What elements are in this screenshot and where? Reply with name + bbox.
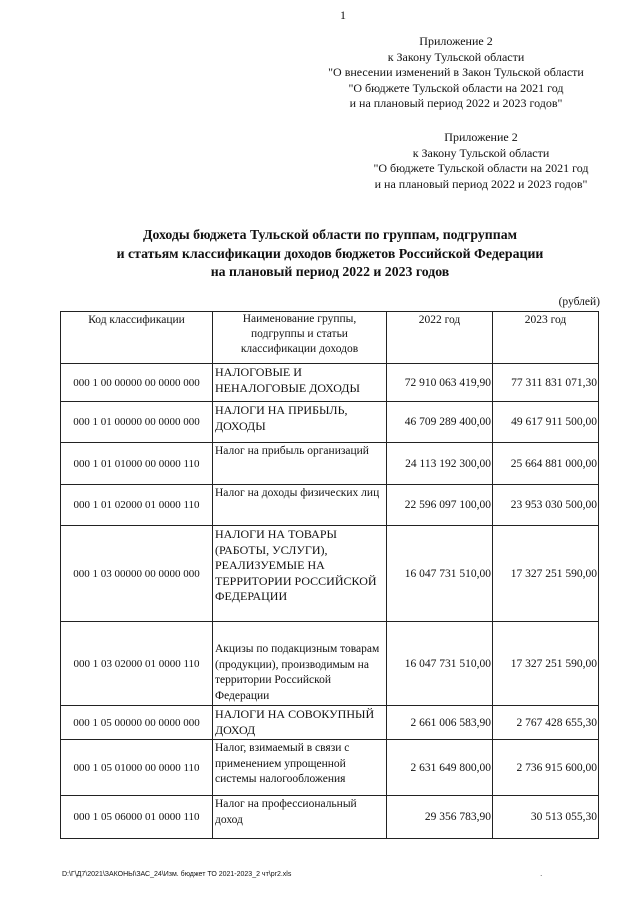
row-name: Налог на доходы физических лиц xyxy=(213,485,387,526)
appendix-line: и на плановый период 2022 и 2023 годов" xyxy=(374,176,588,191)
row-2023: 49 617 911 500,00 xyxy=(493,402,599,443)
row-code: 000 1 05 01000 00 0000 110 xyxy=(61,740,213,796)
row-name: НАЛОГИ НА ТОВАРЫ (РАБОТЫ, УСЛУГИ), РЕАЛИЗУЕМЫЕ НА ТЕРРИТОРИИ РОССИЙСКОЙ ФЕДЕРАЦИИ xyxy=(213,526,387,622)
table-row xyxy=(61,443,599,485)
row-2022: 2 661 006 583,90 xyxy=(387,706,493,740)
table-row xyxy=(61,364,599,402)
row-name: Акцизы по подакцизным товарам (продукции), производимым на территории Российской Федерации xyxy=(213,622,387,706)
row-name: Налог на профессиональный доход xyxy=(213,796,387,839)
row-2022: 72 910 063 419,90 xyxy=(387,364,493,402)
row-code: 000 1 01 00000 00 0000 000 xyxy=(61,402,213,443)
appendix-line: "О внесении изменений в Закон Тульской области xyxy=(328,65,584,79)
table-row xyxy=(61,485,599,526)
document-title xyxy=(60,226,600,282)
table-row xyxy=(61,402,599,443)
scan-dot: · xyxy=(540,872,543,880)
row-2022: 16 047 731 510,00 xyxy=(387,622,493,706)
row-code: 000 1 00 00000 00 0000 000 xyxy=(61,364,213,402)
revenue-table xyxy=(60,311,599,839)
row-name: НАЛОГИ НА СОВОКУПНЫЙ ДОХОД xyxy=(213,706,387,740)
header-name: Наименование группы, подгруппы и статьи классификации доходов xyxy=(213,312,387,364)
row-2022: 24 113 192 300,00 xyxy=(387,443,493,485)
row-code: 000 1 03 02000 01 0000 110 xyxy=(61,622,213,706)
row-code: 000 1 05 06000 01 0000 110 xyxy=(61,796,213,839)
row-code: 000 1 05 00000 00 0000 000 xyxy=(61,706,213,740)
table-row xyxy=(61,796,599,839)
row-2023: 25 664 881 000,00 xyxy=(493,443,599,485)
file-path-footer: D:\Г\Д7\2021\ЗАКОНЫ\ЗАС_24\Изм. бюджет ТО 2021-2023_2 чт\pr2.xls xyxy=(62,871,292,878)
table-row xyxy=(61,740,599,796)
row-2022: 22 596 097 100,00 xyxy=(387,485,493,526)
row-2022: 16 047 731 510,00 xyxy=(387,526,493,622)
page-number: 1 xyxy=(340,8,346,22)
appendix-header xyxy=(306,34,606,112)
row-2023: 77 311 831 071,30 xyxy=(493,364,599,402)
row-2022: 46 709 289 400,00 xyxy=(387,402,493,443)
row-2023: 2 767 428 655,30 xyxy=(493,706,599,740)
row-2022: 29 356 783,90 xyxy=(387,796,493,839)
row-name: Налог на прибыль организаций xyxy=(213,443,387,485)
row-name: НАЛОГОВЫЕ И НЕНАЛОГОВЫЕ ДОХОДЫ xyxy=(213,364,387,402)
units-label: (рублей) xyxy=(558,296,600,308)
appendix-line: "О бюджете Тульской области на 2021 год xyxy=(373,161,589,175)
row-2023: 30 513 055,30 xyxy=(493,796,599,839)
title-line: на плановый период 2022 и 2023 годов xyxy=(210,264,450,279)
header-2022: 2022 год xyxy=(387,312,493,364)
row-name: Налог, взимаемый в связи с применением упрощенной системы налогообложения xyxy=(213,740,387,796)
table-row xyxy=(61,526,599,622)
appendix-line: к Закону Тульской области xyxy=(412,145,550,160)
row-2023: 23 953 030 500,00 xyxy=(493,485,599,526)
row-name: НАЛОГИ НА ПРИБЫЛЬ, ДОХОДЫ xyxy=(213,402,387,443)
title-line: Доходы бюджета Тульской области по группам, подгруппам xyxy=(142,227,517,242)
header-2023: 2023 год xyxy=(493,312,599,364)
header-row xyxy=(61,312,599,364)
table-row xyxy=(61,706,599,740)
appendix-sub xyxy=(356,130,606,192)
row-code: 000 1 01 02000 01 0000 110 xyxy=(61,485,213,526)
row-code: 000 1 03 00000 00 0000 000 xyxy=(61,526,213,622)
appendix-line: "О бюджете Тульской области на 2021 год xyxy=(348,80,564,95)
appendix-line: Приложение 2 xyxy=(419,34,493,48)
title-line: и статьям классификации доходов бюджетов Российской Федерации xyxy=(116,245,544,261)
appendix-line: Приложение 2 xyxy=(444,130,518,144)
appendix-line: и на плановый период 2022 и 2023 годов" xyxy=(349,96,563,110)
row-2023: 17 327 251 590,00 xyxy=(493,622,599,706)
table-row xyxy=(61,622,599,706)
row-2023: 2 736 915 600,00 xyxy=(493,740,599,796)
row-2023: 17 327 251 590,00 xyxy=(493,526,599,622)
header-code: Код классификации xyxy=(61,312,213,364)
row-2022: 2 631 649 800,00 xyxy=(387,740,493,796)
row-code: 000 1 01 01000 00 0000 110 xyxy=(61,443,213,485)
appendix-line: к Закону Тульской области xyxy=(387,49,525,64)
